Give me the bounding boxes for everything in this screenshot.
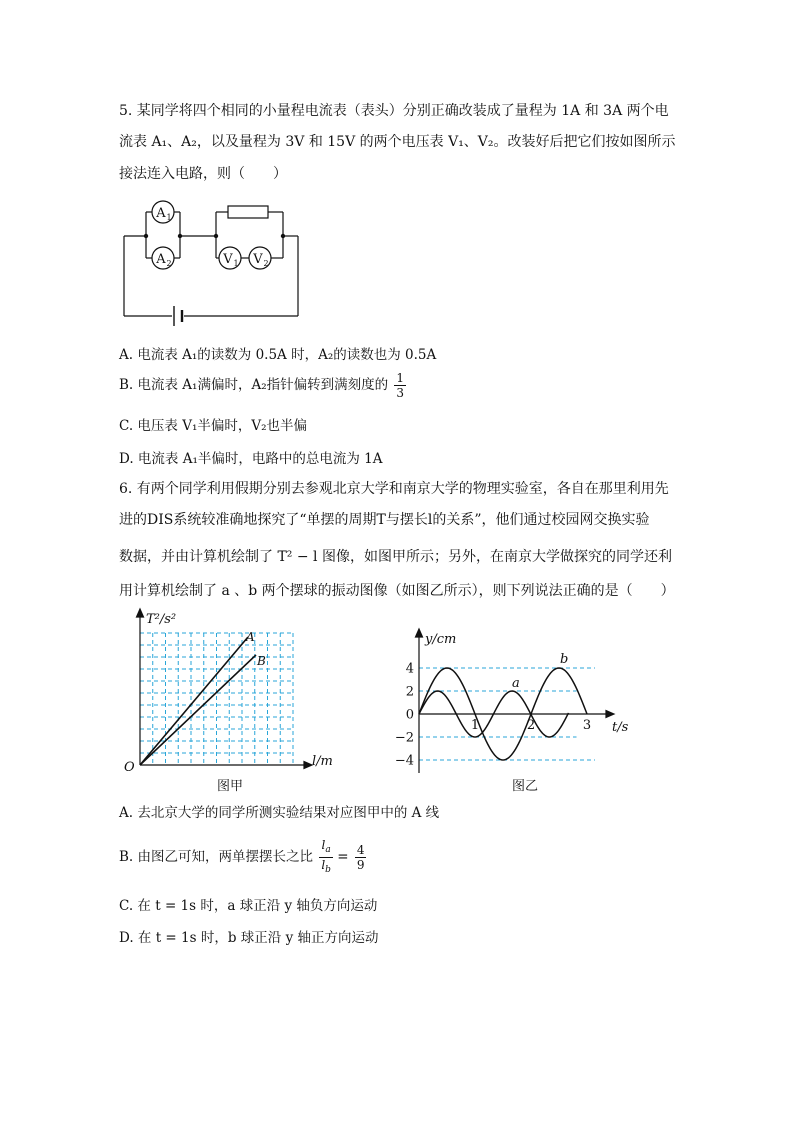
x-axis-arrow-icon	[606, 711, 614, 718]
fraction-numerator: 1	[396, 371, 405, 385]
fig1-caption: 图甲	[217, 779, 244, 794]
fraction-denominator: 9	[356, 858, 365, 872]
y-tick-label: −4	[394, 753, 414, 769]
q6-line-4: 用计算机绘制了 a 、b 两个摆球的振动图像（如图乙所示），则下列说法正确的是（ ）	[119, 583, 675, 599]
ammeter-a2-label: A	[156, 252, 166, 267]
q5-line-1: 5. 某同学将四个相同的小量程电流表（表头）分别正确改装成了量程为 1A 和 3A 两个电	[119, 103, 669, 119]
circuit-diagram	[118, 192, 308, 332]
q5-option-b-text: B. 电流表 A₁满偏时，A₂指针偏转到满刻度的	[119, 377, 389, 393]
chart-figure-yi	[392, 625, 642, 775]
voltmeter-v1-sub: 1	[233, 259, 239, 268]
y-axis-arrow-icon	[416, 629, 423, 637]
q6-option-c: C. 在 t = 1s 时，a 球正沿 y 轴负方向运动	[119, 898, 378, 914]
fraction-denominator: 3	[396, 386, 405, 400]
q6-line-1: 6. 有两个同学利用假期分别去参观北京大学和南京大学的物理实验室，各自在那里利用先	[119, 481, 669, 497]
q6-line-3: 数据，并由计算机绘制了 T² − l 图像，如图甲所示；另外，在南京大学做探究的同学还利	[119, 549, 672, 565]
x-tick-label: 2	[526, 718, 536, 733]
fig1-origin: O	[124, 760, 135, 775]
series-line-a	[140, 637, 248, 765]
q5-line-3: 接法连入电路，则（ ）	[119, 166, 287, 182]
fig1-xlabel: l/m	[312, 754, 333, 769]
equals-sign: =	[337, 849, 349, 865]
ratio-num-sub: a	[325, 845, 331, 855]
q5-option-c: C. 电压表 V₁半偏时，V₂也半偏	[119, 418, 308, 434]
y-axis-arrow-icon	[137, 609, 144, 617]
y-tick-label: 4	[405, 661, 414, 677]
y-tick-label: 0	[405, 707, 414, 723]
curve-b-label: b	[560, 652, 569, 667]
ammeter-a1-sub: 1	[166, 213, 172, 222]
curve-a-label: a	[512, 676, 520, 691]
ratio-num: l	[321, 838, 326, 852]
fig2-ylabel: y/cm	[425, 632, 457, 647]
fig2-xlabel: t/s	[612, 720, 629, 735]
q6-option-b-text: B. 由图乙可知，两单摆摆长之比	[119, 849, 314, 865]
ammeter-a1-label: A	[156, 206, 166, 221]
q5-option-b	[119, 371, 406, 400]
x-tick-label: 3	[582, 718, 592, 733]
q5-option-a: A. 电流表 A₁的读数为 0.5A 时，A₂的读数也为 0.5A	[119, 347, 437, 363]
q5-line-2: 流表 A₁、A₂，以及量程为 3V 和 15V 的两个电压表 V₁、V₂。改装好后把它们按如图所示	[119, 134, 676, 150]
q6-option-d: D. 在 t = 1s 时，b 球正沿 y 轴正方向运动	[119, 930, 379, 946]
q5-option-d: D. 电流表 A₁半偏时，电路中的总电流为 1A	[119, 451, 383, 467]
fig2-caption: 图乙	[512, 779, 539, 794]
ratio-den: l	[321, 858, 326, 872]
voltmeter-v2-label: V	[253, 252, 263, 267]
fraction-one-third	[394, 371, 406, 400]
voltmeter-v2-sub: 2	[263, 259, 269, 268]
ratio-den-sub: b	[325, 865, 331, 875]
ammeter-a2-sub: 2	[166, 259, 172, 268]
q6-option-b	[119, 838, 366, 877]
y-tick-label: −2	[394, 730, 414, 746]
chart-figure-jia	[118, 605, 348, 775]
ratio-la-lb	[319, 838, 333, 877]
series-line-b	[140, 655, 256, 765]
x-axis-arrow-icon	[304, 762, 312, 769]
x-tick-label: 1	[470, 718, 480, 733]
fraction-numerator: 4	[356, 843, 365, 857]
fraction-four-ninths	[355, 843, 367, 872]
fig1-ylabel: T²/s²	[146, 612, 177, 627]
line-b-label: B	[257, 654, 266, 668]
line-a-label: A	[246, 630, 255, 644]
q6-line-2: 进的DIS系统较准确地探究了“单摆的周期T与摆长l的关系”，他们通过校园网交换实验	[119, 512, 650, 528]
voltmeter-v1-label: V	[223, 252, 233, 267]
q6-option-a: A. 去北京大学的同学所测实验结果对应图甲中的 A 线	[119, 805, 440, 821]
y-tick-label: 2	[405, 684, 414, 700]
